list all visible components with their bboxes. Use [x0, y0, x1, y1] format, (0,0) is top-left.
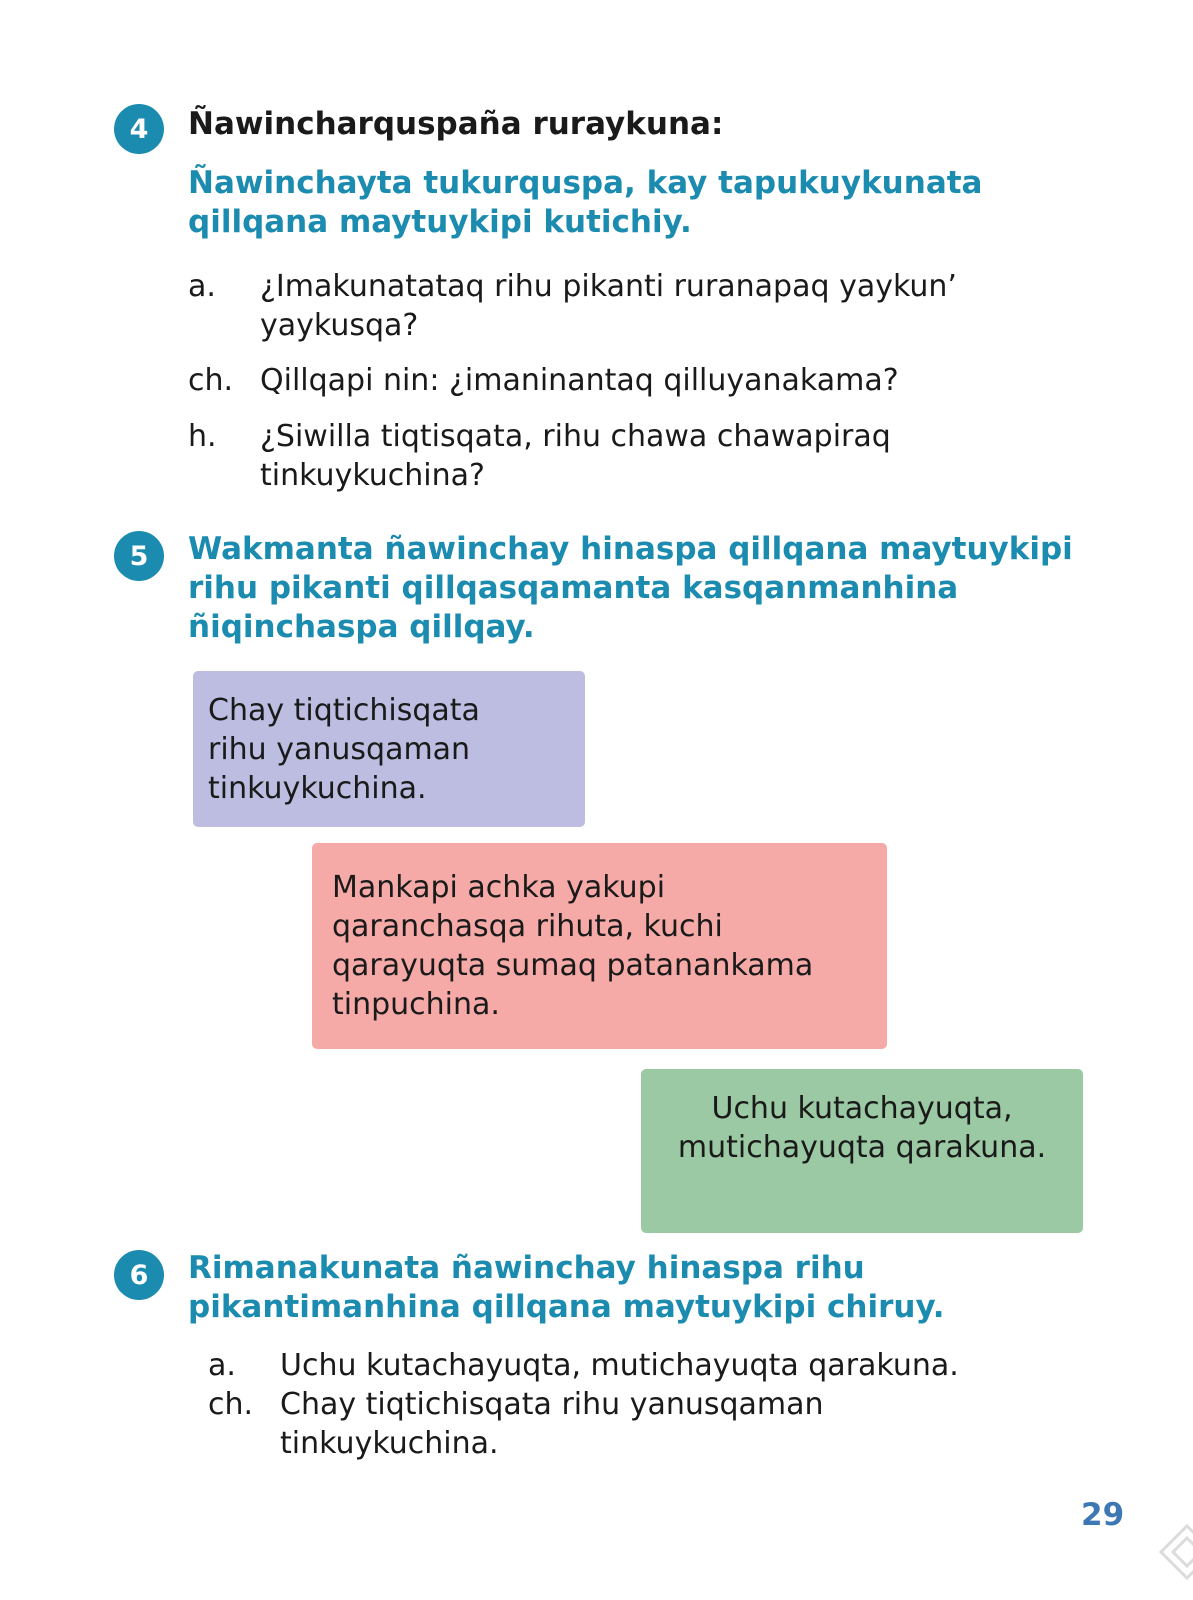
question-text-line-1: Qillqapi nin: ¿imaninantaq qilluyanakama?	[260, 363, 899, 398]
section-4-question-ch	[188, 361, 899, 400]
card-line-3: qarayuqta sumaq patanankama	[332, 948, 814, 983]
question-text-line-1: ¿Siwilla tiqtisqata, rihu chawa chawapiraq	[260, 419, 891, 454]
section-5-instruction-line-3: ñiqinchaspa qillqay.	[188, 609, 535, 645]
item-text-line-1: Chay tiqtichisqata rihu yanusqaman	[280, 1387, 824, 1422]
card-line-2: qaranchasqa rihuta, kuchi	[332, 909, 723, 944]
section-4-instruction-line-2: qillqana maytuykipi kutichiy.	[188, 204, 692, 240]
section-5-instruction-line-1: Wakmanta ñawinchay hinaspa qillqana maytuykipi	[188, 531, 1073, 567]
question-text-line-2: yaykusqa?	[260, 308, 419, 343]
section-6-number-badge: 6	[114, 1250, 164, 1300]
question-text-line-1: ¿Imakunatataq rihu pikanti ruranapaq yaykun’	[260, 269, 957, 304]
section-4-instruction-line-1: Ñawinchayta tukurquspa, kay tapukuykunata	[188, 165, 983, 201]
section-5-instruction-line-2: rihu pikanti qillqasqamanta kasqanmanhina	[188, 570, 959, 606]
card-line-1: Chay tiqtichisqata	[208, 693, 480, 728]
corner-ornament-icon	[1157, 1522, 1193, 1582]
section-6-instruction-line-2: pikantimanhina qillqana maytuykipi chiruy.	[188, 1289, 945, 1325]
section-6-instruction-line-1: Rimanakunata ñawinchay hinaspa rihu	[188, 1250, 865, 1286]
section-4-title: Ñawincharquspaña ruraykuna:	[188, 106, 724, 142]
question-text-line-2: tinkuykuchina?	[260, 458, 485, 493]
item-text-line-2: tinkuykuchina.	[280, 1426, 499, 1461]
section-4-instruction	[188, 164, 982, 242]
section-5-number-badge: 5	[114, 531, 164, 581]
list-marker: a.	[208, 1348, 236, 1383]
list-marker: a.	[188, 269, 216, 304]
section-4-number-badge: 4	[114, 104, 164, 154]
step-card-red	[314, 845, 885, 1047]
item-text	[280, 1385, 824, 1463]
card-line-2: mutichayuqta qarakuna.	[677, 1130, 1047, 1165]
step-card-green	[643, 1071, 1081, 1231]
list-marker: h.	[188, 419, 217, 454]
item-text-line-1: Uchu kutachayuqta, mutichayuqta qarakuna.	[280, 1348, 959, 1383]
section-5-instruction	[188, 530, 1073, 647]
card-line-4: tinpuchina.	[332, 987, 500, 1022]
section-4-question-a	[188, 267, 957, 345]
card-line-1: Mankapi achka yakupi	[332, 870, 666, 905]
item-text	[280, 1346, 959, 1385]
section-6-item-a	[208, 1346, 959, 1385]
question-text	[260, 267, 957, 345]
question-text	[260, 417, 891, 495]
card-line-3: tinkuykuchina.	[208, 771, 427, 806]
list-marker: ch.	[188, 363, 234, 398]
question-text	[260, 361, 899, 400]
page-number: 29	[1081, 1497, 1125, 1533]
section-6-instruction	[188, 1249, 945, 1327]
section-4-question-h	[188, 417, 891, 495]
card-line-2: rihu yanusqaman	[208, 732, 471, 767]
list-marker: ch.	[208, 1387, 254, 1422]
card-line-1: Uchu kutachayuqta,	[711, 1091, 1013, 1126]
step-card-purple	[195, 673, 583, 825]
section-6-item-ch	[208, 1385, 824, 1463]
